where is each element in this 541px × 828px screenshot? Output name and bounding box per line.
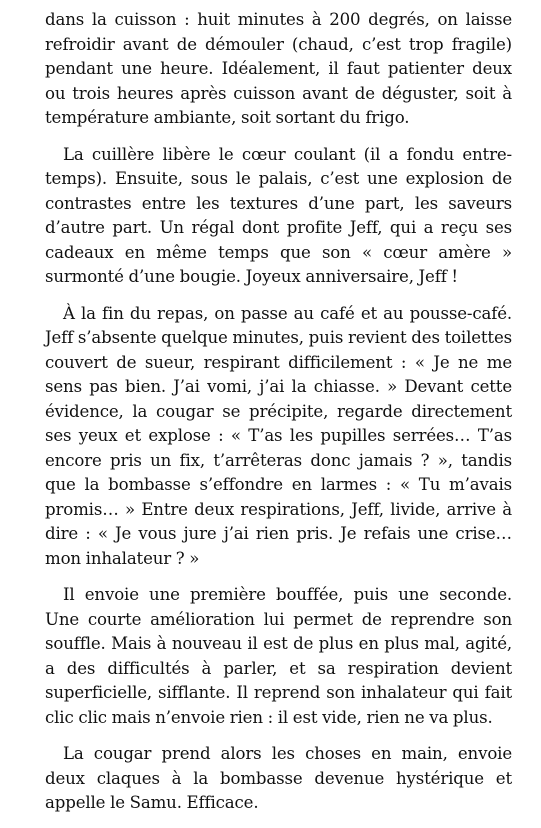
page-body — [45, 8, 512, 828]
paragraph-4: Il envoie une première bouffée, puis une seconde. Une courte amélioration lui permet de reprendre son souffle. Mais à nouveau il est de plus en plus mal, agité, a des difficultés à parler, et sa respiration devient superficielle, sifflante. Il reprend son inhalateur qui fait clic clic mais n’envoie rien : il est vide, rien ne va plus. — [45, 585, 512, 727]
paragraph-1: dans la cuisson : huit minutes à 200 degrés, on laisse refroidir avant de démouler (chaud, c’est trop fragile) pendant une heure. Idéalement, il faut patienter deux ou trois heures après cuisson avant de déguster, soit à température ambiante, soit sortant du frigo. — [45, 10, 512, 127]
paragraph-2: La cuillère libère le cœur coulant (il a fondu entre-temps). Ensuite, sous le palais, c’est une explosion de contrastes entre les textures d’une part, les saveurs d’autre part. Un régal dont profite Jeff, qui a reçu ses cadeaux en même temps que son « cœur amère » surmonté d’une bougie. Joyeux anniversaire, Jeff ! — [45, 144, 512, 286]
paragraph-3: À la fin du repas, on passe au café et au pousse-café. Jeff s’absente quelque minutes, puis revient des toilettes couvert de sueur, respirant difficilement : « Je ne me sens pas bien. J’ai vomi, j’ai la chiasse. » Devant cette évidence, la cougar se précipite, regarde directement ses yeux et explose : « T’as les pupilles serrées… T’as encore pris un fix, t’arrêteras donc jamais ? », tandis que la bombasse s’effondre en larmes : « Tu m’avais promis… » Entre deux respirations, Jeff, livide, arrive à dire : « Je vous jure j’ai rien pris. Je refais une crise… mon inhalateur ? » — [45, 303, 512, 568]
paragraph-5: La cougar prend alors les choses en main, envoie deux claques à la bombasse devenue hystérique et appelle le Samu. Efficace. — [45, 744, 512, 812]
